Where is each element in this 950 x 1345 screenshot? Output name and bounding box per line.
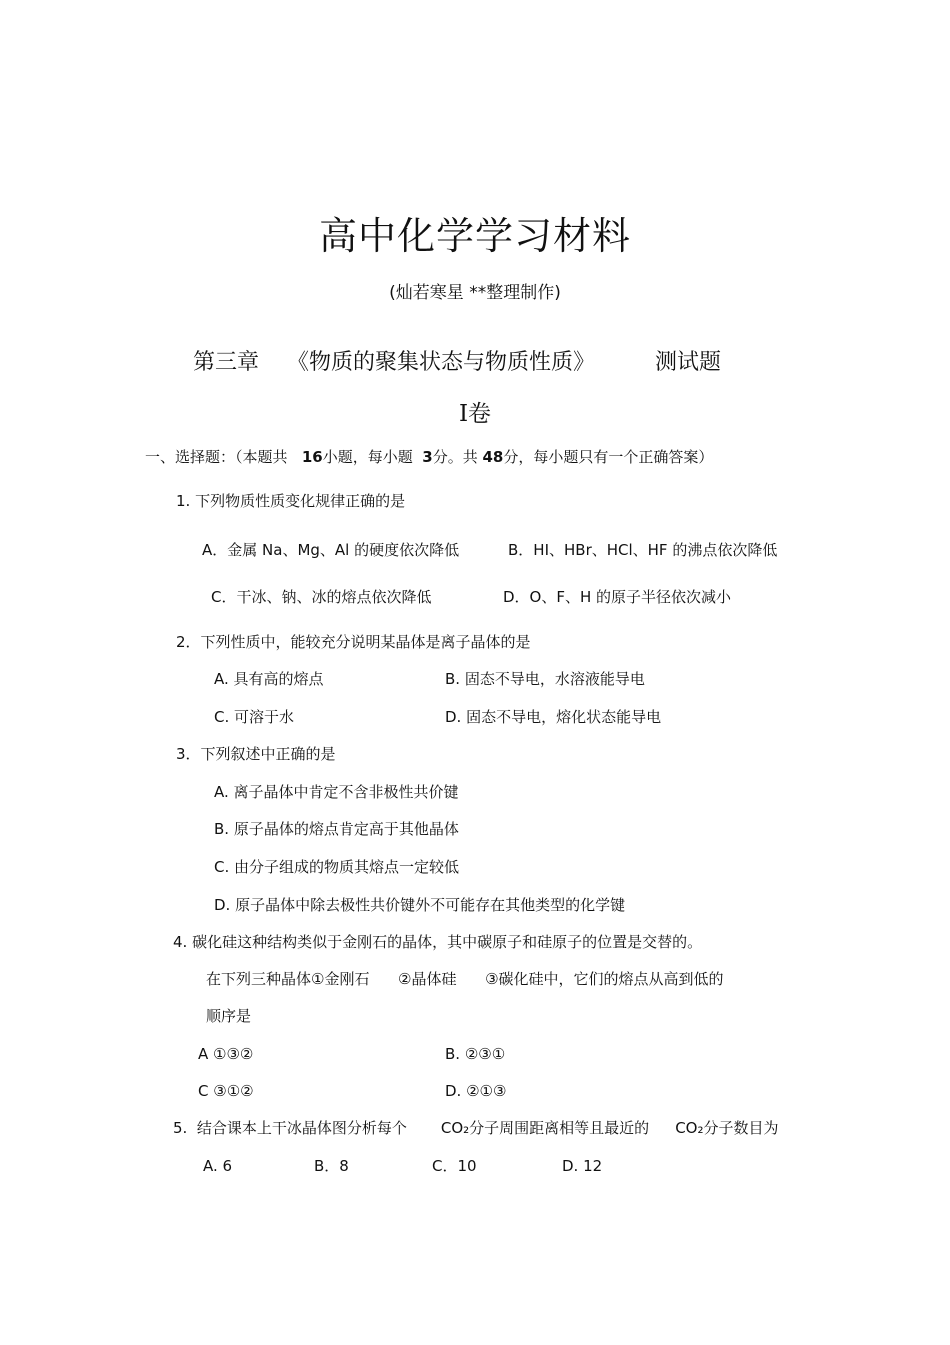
q1-option-c: C．干冰、钠、冰的熔点依次降低 (211, 588, 432, 606)
section-text-2: 分。共 (432, 448, 478, 466)
q2-option-d: D. 固态不导电，熔化状态能导电 (445, 708, 662, 726)
q1-number: 1. (176, 492, 191, 510)
q5-co2-b: CO₂ (675, 1119, 704, 1137)
q5-option-d: D. 12 (562, 1157, 603, 1175)
q1-option-d: D．O、F、H 的原子半径依次减小 (503, 588, 732, 606)
q4-option-c: C ③①② (198, 1082, 254, 1100)
volume-label: Ⅰ卷 (458, 401, 492, 427)
q3-option-a: A. 离子晶体中肯定不含非极性共价键 (214, 783, 459, 801)
q2-number: 2． (176, 633, 201, 651)
q2-option-a: A. 具有高的熔点 (214, 670, 324, 688)
q4-option-b: B. ②③① (445, 1045, 506, 1063)
q5-co2-a: CO₂ (440, 1119, 470, 1137)
question-3 (176, 744, 336, 764)
q3-number: 3． (176, 745, 201, 763)
q3-option-c: C. 由分子组成的物质其熔点一定较低 (214, 858, 460, 876)
q4-line-3: 顺序是 (206, 1007, 252, 1025)
q1-option-a: A．金属 Na、Mg、Al 的硬度依次降低 (202, 541, 460, 559)
chapter-prefix: 第三章 (193, 350, 260, 375)
q5-stem-b: 分子周围距离相等且最近的 (469, 1119, 650, 1137)
q5-stem-c: 分子数目为 (703, 1119, 779, 1137)
points-each: 3 (422, 448, 433, 466)
chapter-heading (193, 348, 721, 378)
q1-stem: 下列物质性质变化规律正确的是 (195, 492, 406, 510)
section-heading (145, 447, 713, 467)
q3-option-d: D. 原子晶体中除去极性共价键外不可能存在其他类型的化学键 (214, 896, 626, 914)
question-1 (176, 491, 405, 511)
q5-number: 5. (173, 1119, 188, 1137)
q4-option-a: A ①③② (198, 1045, 254, 1063)
q4-line-2: 在下列三种晶体①金刚石 ②晶体硅 ③碳化硅中，它们的熔点从高到低的 (206, 970, 724, 988)
q5-option-c: C．10 (432, 1157, 477, 1175)
section-text-1: 小题，每小题 (322, 448, 413, 466)
q5-option-b: B．8 (314, 1157, 349, 1175)
q3-stem: 下列叙述中正确的是 (200, 745, 336, 763)
question-4 (173, 932, 702, 952)
section-text-3: 分，每小题只有一个正确答案） (503, 448, 714, 466)
question-2 (176, 632, 531, 652)
q2-option-c: C. 可溶于水 (214, 708, 295, 726)
q3-option-b: B. 原子晶体的熔点肯定高于其他晶体 (214, 820, 459, 838)
question-count: 16 (301, 448, 323, 466)
q1-option-b: B．HI、HBr、HCl、HF 的沸点依次降低 (508, 541, 778, 559)
total-points: 48 (482, 448, 504, 466)
q5-stem-a: 结合课本上干冰晶体图分析每个 (196, 1119, 407, 1137)
chapter-suffix: 测试题 (655, 350, 722, 375)
document-title: 高中化学学习材料 (318, 214, 631, 258)
q2-stem: 下列性质中，能较充分说明某晶体是离子晶体的是 (200, 633, 531, 651)
q4-option-d: D. ②①③ (445, 1082, 507, 1100)
q4-number: 4. (173, 933, 188, 951)
question-5 (173, 1118, 779, 1138)
q5-option-a: A. 6 (203, 1157, 233, 1175)
chapter-name: 《物质的聚集状态与物质性质》 (287, 350, 596, 375)
author-line: (灿若寒星 **整理制作) (389, 283, 561, 303)
q2-option-b: B. 固态不导电，水溶液能导电 (445, 670, 645, 688)
section-lead: 一、选择题：（本题共 (145, 448, 288, 466)
q4-stem: 碳化硅这种结构类似于金刚石的晶体，其中碳原子和硅原子的位置是交替的。 (192, 933, 703, 951)
